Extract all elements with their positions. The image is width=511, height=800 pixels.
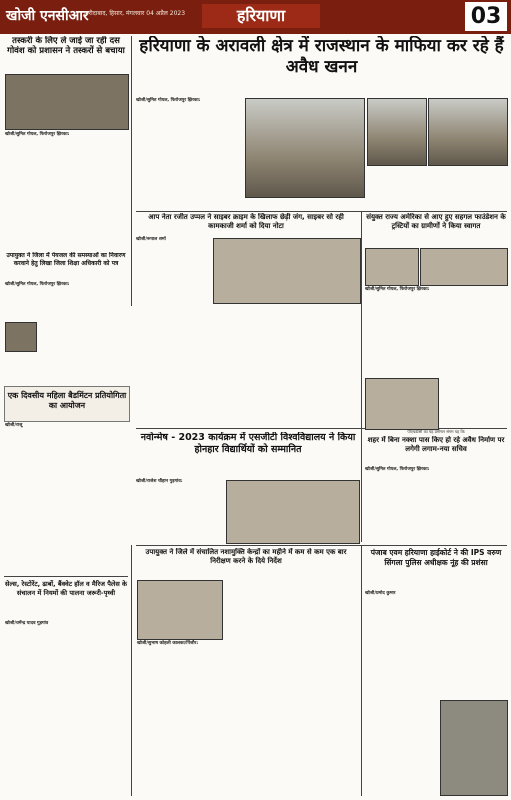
scholarship-photo-1 xyxy=(365,248,419,286)
lead-headline-block xyxy=(136,36,507,96)
column-rule xyxy=(361,212,362,432)
lead-byline: खोजी/सुमित गोयल, xyxy=(136,98,170,103)
page-number: 03 xyxy=(465,2,507,31)
paper-name: खोजी एनसीआर xyxy=(6,8,89,24)
lead-body-right xyxy=(245,199,506,209)
mining-photo-large xyxy=(245,98,365,198)
dc-photo xyxy=(137,580,223,640)
badminton-headline-box xyxy=(4,386,130,422)
navotsav-photo xyxy=(226,480,360,544)
yatri-headline: आप नेता रजीत उप्पल ने साइबर क्राइम के खिलाफ छेड़ी जंग, साइबर सो रही कामकाजी शर्मा को दिया नोटा xyxy=(148,213,344,230)
edition-meta: फरीदाबाद, हिसार, मंगलवार 04 अप्रैल 2023 xyxy=(84,10,186,17)
minister-dateline: फिरोजपुर झिरका: xyxy=(399,467,430,472)
masthead-bar xyxy=(0,0,511,34)
scholarship-photo-2 xyxy=(420,248,508,286)
lead-body-left xyxy=(136,106,241,206)
column-rule xyxy=(131,545,132,796)
section-rule xyxy=(4,576,128,577)
left-top-body xyxy=(5,142,127,250)
left-top-headline: तस्करी के लिए ले जाई जा रही दस गोवंश को प्रशासन ने तस्करों से बचाया xyxy=(7,36,125,56)
left-top-dateline: फिरोजपुर झिरका: xyxy=(39,132,70,137)
official-portrait xyxy=(5,322,37,352)
bottom-left-byline: खोजी/धर्मेन्द्र यादव गुड़गांव xyxy=(5,621,49,626)
body-text-placeholder xyxy=(5,142,127,250)
minister-photo xyxy=(365,378,439,430)
scholarship-headline-block xyxy=(365,213,507,247)
ips-officer-photo xyxy=(440,700,508,796)
bottom-right-byline: खोजी/प्रमोद कुमार xyxy=(365,591,396,596)
badminton-headline: एक दिवसीय महिला बैडमिंटन प्रतियोगिता का आयोजन xyxy=(7,391,127,410)
minister-headline: शहर में बिना नक्शा पास किए हो रहे अवैध निर्माण पर लगेगी लगाम-नया सचिव xyxy=(367,436,505,453)
lead-headline: हरियाणा के अरावली क्षेत्र में राजस्थान के माफिया कर रहे हैं अवैध खनन xyxy=(139,36,504,77)
bottom-middle-byline: खोजी/सुभाष कोहली xyxy=(137,641,171,646)
minister-photo-caption: पीएचडीसी का यह प्रमोषन संगम यह कि xyxy=(407,429,465,434)
section-tab: हरियाणा xyxy=(202,4,320,28)
navotsav-headline-block xyxy=(136,432,360,476)
navotsav-byline: खोजी/राजेश चौहान xyxy=(136,479,169,484)
bottom-right-headline-block xyxy=(365,548,507,588)
navotsav-dateline: गुड़गांव: xyxy=(169,479,183,484)
bottom-left-headline-block xyxy=(4,580,128,618)
water-headline: उपायुक्त ने जिला में पेयजल की समस्याओं का निवारण करवाने हेतु लिखा जिला शिक्षा अधिकारी को पत्र xyxy=(6,252,126,267)
bottom-middle-headline-block xyxy=(136,548,356,576)
bottom-left-headline: सेल्स, रेस्टोरेंट, ढाबों, बैंक्वेट हॉल व मैरिज पैलेस के संचालन में नियमों की पालना जरूरी-पृथ्वी xyxy=(5,580,127,597)
minister-headline-block xyxy=(365,436,507,464)
column-rule xyxy=(361,432,362,542)
bottom-right-headline: पंजाब एवम हरियाणा हाईकोर्ट ने की IPS वरुण सिंगला पुलिस अधीक्षक नूंह की प्रशंसा xyxy=(370,548,502,567)
scholarship-dateline: फिरोजपुर झिरका: xyxy=(399,287,430,292)
scholarship-headline: संयुक्त राज्य अमेरिका से आए हुए सहगल फाउंडेशन के ट्रस्टियों का ग्रामीणों ने किया स्वागत xyxy=(366,213,506,230)
yatri-headline-block xyxy=(136,213,356,235)
section-rule xyxy=(136,211,507,212)
bottom-middle-headline: उपायुक्त ने जिले में संचालित नशामुक्ति केन्द्रों का महीने में कम से कम एक बार निरीक्षण करने के दिये निर्देश xyxy=(145,548,347,565)
water-headline-block xyxy=(4,252,128,280)
water-byline: खोजी/सुमित गोयल, xyxy=(5,282,39,287)
section-rule xyxy=(136,545,507,546)
column-rule xyxy=(131,36,132,306)
mining-photo-small-1 xyxy=(367,98,427,166)
cattle-photo xyxy=(5,74,129,130)
badminton-byline: खोजी/राजू xyxy=(5,423,23,428)
mining-photo-small-2 xyxy=(428,98,508,166)
left-top-byline: खोजी/सुमित गोयल, xyxy=(5,132,39,137)
yatri-byline: खोजी/रूपाल शर्मा xyxy=(136,237,166,242)
scholarship-byline: खोजी/सुमित गोयल, xyxy=(365,287,399,292)
bottom-middle-dateline: कालका/पिंजौर: xyxy=(172,641,199,646)
water-dateline: फिरोजपुर झिरका: xyxy=(39,282,70,287)
lead-dateline: फिरोजपुर झिरका: xyxy=(170,98,201,103)
minister-byline: खोजी/सुमित गोयल, xyxy=(365,467,399,472)
yatri-group-photo xyxy=(213,238,361,304)
column-rule xyxy=(361,545,362,796)
left-top-headline-block xyxy=(4,36,128,72)
navotsav-headline: नवोन्मेष - 2023 कार्यक्रम में एसजीटी विश्वविद्यालय ने किया होनहार विद्यार्थियों को सम्मानित xyxy=(140,432,356,455)
